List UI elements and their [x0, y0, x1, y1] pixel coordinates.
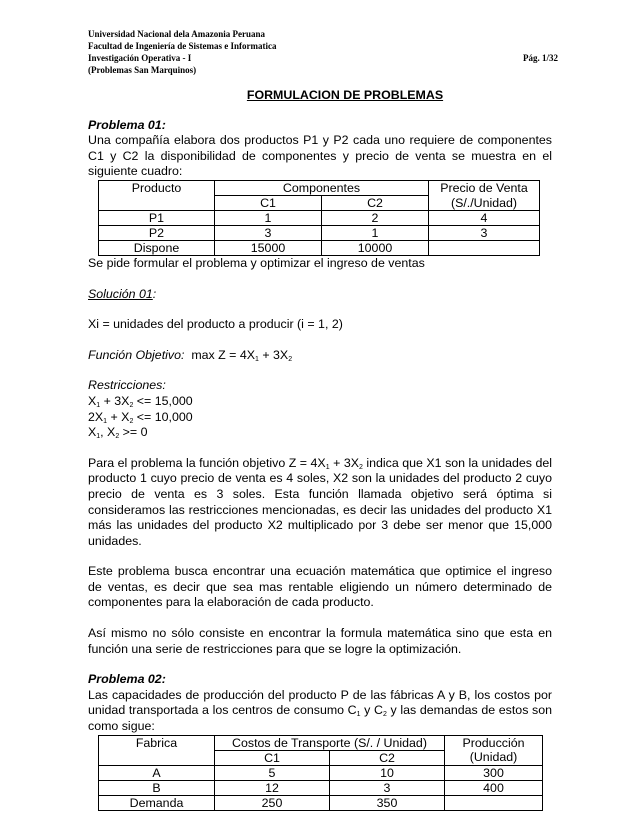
page-header: [88, 28, 558, 76]
header-course: Investigación Operativa - I: [88, 53, 192, 63]
table-row: [99, 780, 543, 795]
table-row: [99, 225, 540, 240]
problem-02-heading: Problema 02:: [88, 672, 166, 687]
document-body: [88, 88, 552, 811]
header-faculty: Facultad de Ingeniería de Sistemas e Informatica: [88, 41, 277, 51]
table-cell: Demanda: [99, 795, 215, 810]
table-cell: [445, 795, 543, 810]
problem-01-table: [98, 180, 540, 256]
table-cell: [429, 240, 540, 255]
problem-02-statement: Las capacidades de producción del producto P de las fábricas A y B, los costos por unidad transportada a los centros de consumo $C_1$ y $C_2$ y las demandas de estos son como sigue:: [88, 687, 553, 734]
explanation-paragraph-3: Así mismo no sólo consiste en encontrar la formula matemática sino que esta en función una serie de restricciones para que se logre la optimización.: [88, 626, 552, 656]
table-cell: 250: [215, 795, 330, 810]
solution-01-label: Solución 01: [88, 286, 153, 301]
table-cell: 15000: [215, 240, 322, 255]
table-cell: 4: [429, 210, 540, 225]
problem-01-heading: Problema 01:: [88, 117, 166, 132]
table-header-empty: [99, 195, 215, 210]
table-header-c2: C2: [322, 195, 429, 210]
decision-variables: Xi = unidades del producto a producir (i = 1, 2): [88, 317, 343, 332]
table-cell: P2: [99, 225, 215, 240]
table-header-c1: C1: [215, 195, 322, 210]
constraints-label: Restricciones:: [88, 378, 166, 393]
table-cell: A: [99, 765, 215, 780]
table-row: [99, 765, 543, 780]
problem-02-table: [98, 735, 543, 811]
table-cell: 3: [330, 780, 445, 795]
document-title: FORMULACION DE PROBLEMAS: [246, 88, 444, 102]
table-row: [99, 240, 540, 255]
table-cell: 3: [215, 225, 322, 240]
constraint-1: $X_1 + 3X_2 <= 15,000$: [88, 393, 193, 409]
table-row: [99, 795, 543, 810]
table-cell: 300: [445, 765, 543, 780]
table-cell: Dispone: [99, 240, 215, 255]
problem-01-ask: Se pide formular el problema y optimizar el ingreso de ventas: [88, 255, 425, 270]
objective-label: Función Objetivo:: [88, 347, 185, 362]
explanation-paragraph-2: Este problema busca encontrar una ecuación matemática que optimice el ingreso de ventas, es decir que sea mas rentable eligiendo un número determinado de componentes para la elaboración de cada producto.: [88, 564, 552, 610]
table-header-price: Precio de Venta: [429, 180, 540, 195]
explanation-paragraph-1: Para el problema la función objetivo $Z = 4X_1 + 3X_2$ indica que X1 son la unidades del producto 1 cuyo precio de venta es 4 soles, X2 son la unidades del producto 2 cuyo precio de venta es 3 soles. Esta función llamada objetivo será óptima si consideramos las restricciones mencionadas, es decir las unidades del producto X1 más las unidades del producto X2 multiplicado por 3 debe ser menor que 15,000 unidades.: [88, 455, 552, 548]
table-cell: 1: [215, 210, 322, 225]
table-header-costs: Costos de Transporte (S/. / Unidad): [215, 735, 445, 750]
table-cell: 3: [429, 225, 540, 240]
table-header-factory: Fabrica: [99, 735, 215, 750]
table-cell: B: [99, 780, 215, 795]
table-header-c1: C1: [215, 750, 330, 765]
table-header-components: Componentes: [215, 180, 429, 195]
table-cell: 2: [322, 210, 429, 225]
table-header-production-unit: (Unidad): [445, 750, 543, 765]
table-row: [99, 210, 540, 225]
header-page-number: Pág. 1/32: [523, 53, 558, 63]
table-header-empty: [99, 750, 215, 765]
problem-01-statement: Una compañía elabora dos productos P1 y P2 cada uno requiere de componentes C1 y C2 la disponibilidad de componentes y precio de venta se muestra en el siguiente cuadro:: [88, 133, 552, 179]
objective-function: Función Objetivo: $\max Z = 4X_1 + 3X_2$: [88, 347, 293, 363]
solution-01-heading: Solución 01:: [88, 286, 157, 301]
table-cell: 5: [215, 765, 330, 780]
constraint-3: $X_1$, $X_2 >= 0$: [88, 425, 148, 441]
table-cell: 400: [445, 780, 543, 795]
table-header-c2: C2: [330, 750, 445, 765]
header-university: Universidad Nacional dela Amazonia Peruana: [88, 29, 266, 39]
table-cell: 12: [215, 780, 330, 795]
table-header-product: Producto: [99, 180, 215, 195]
constraint-2: $2X_1 + X_2 <= 10,000$: [88, 409, 193, 425]
table-cell: 10000: [322, 240, 429, 255]
table-cell: 1: [322, 225, 429, 240]
table-cell: 10: [330, 765, 445, 780]
table-header-price-unit: (S/./Unidad): [429, 195, 540, 210]
header-source: (Problemas San Marquinos): [88, 65, 197, 75]
table-cell: P1: [99, 210, 215, 225]
table-cell: 350: [330, 795, 445, 810]
table-header-production: Producción: [445, 735, 543, 750]
